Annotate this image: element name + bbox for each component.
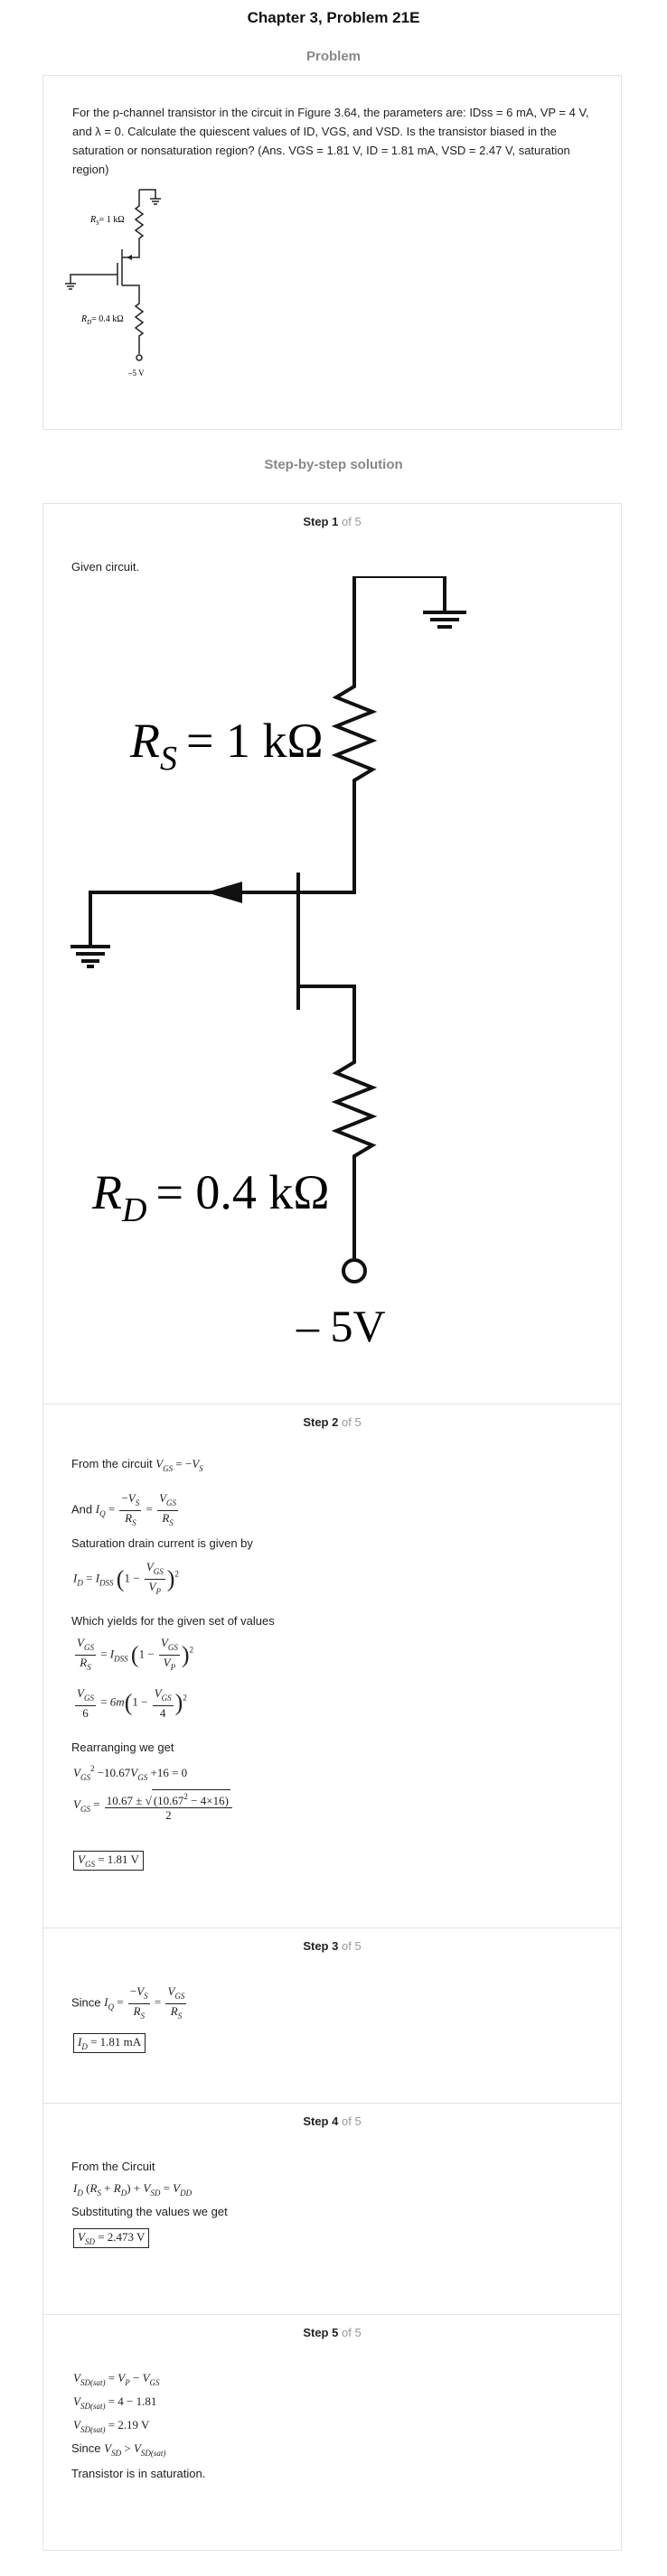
solution-heading: Step-by-step solution	[264, 457, 403, 472]
step-2-line-5: Rearranging we get	[71, 1741, 174, 1754]
step-2-title: Step 2 of 5	[303, 1415, 362, 1429]
step-5	[43, 2314, 621, 2552]
step-5-title: Step 5 of 5	[303, 2326, 362, 2339]
step-5-eq-3: $V_{SD(sat)} = 2.19$ V	[73, 2418, 150, 2434]
large-circuit-figure	[43, 576, 622, 1407]
problem-heading: Problem	[305, 49, 361, 64]
step-2-line-4: Which yields for the given set of values	[71, 1614, 275, 1628]
step-2-eq-solution: $V_{GS}$ = $\frac{10.67 \pm √ (10.67^2 - 4\times 16)}{2}$	[73, 1789, 234, 1822]
step-5-since: Since $V_{SD} > V_{SD(sat)}$	[71, 2441, 166, 2458]
step-1	[43, 504, 621, 1404]
step-2-line-3: Saturation drain current is given by	[71, 1536, 253, 1550]
step-4-line-2: Substituting the values we get	[71, 2205, 228, 2218]
step-3-title: Step 3 of 5	[303, 1939, 362, 1953]
step-2-eq-values: $\frac{V_{GS}}{R_S}$ = $I_{DSS}$ (1 − $\frac{V_{GS}}{V_P}$ )$^2$	[77, 1636, 194, 1672]
step-2-eq-numeric: $\frac{V_{GS}}{6}$ = 6m(1 − $\frac{V_{GS}}{4}$ )$^2$	[77, 1686, 187, 1720]
step-1-text: Given circuit.	[71, 560, 140, 574]
step-4	[43, 2103, 621, 2315]
step-2-eq-idss: $I_D = I_{DSS}$ (1 − $\frac{V_{GS}}{V_P}$ )$^2$	[73, 1560, 179, 1596]
solution-box	[42, 503, 622, 2551]
step-4-eq-kvl: $I_D$ $(R_S + R_D) + V_{SD} = V_{DD}$	[73, 2181, 193, 2198]
step-4-line-1: From the Circuit	[71, 2160, 155, 2173]
large-supply-label: – 5V	[296, 1301, 386, 1351]
step-2-line-1: From the circuit $V_{GS} = -V_S$	[71, 1457, 203, 1473]
step-2-eq-quadratic: $V_{GS}^2 -10.67V_{GS} +16 = 0$	[73, 1764, 188, 1782]
large-rs-label: $R_S = 1$ kΩ	[130, 714, 324, 778]
small-rd-label: $R_D= 0.4$ kΩ	[81, 314, 124, 326]
step-2-line-2: And $I_Q$ = $\frac{-V_S}{R_S}$ = $\frac{V_{GS}}{R_S}$	[71, 1491, 177, 1527]
step-3-line-1: Since $I_Q$ = $\frac{-V_S}{R_S}$ = $\frac{V_{GS}}{R_S}$	[71, 1984, 185, 2021]
step-2	[43, 1404, 621, 1928]
page-title: Chapter 3, Problem 21E	[247, 9, 420, 26]
step-1-title: Step 1 of 5	[303, 515, 362, 528]
problem-text: For the p-channel transistor in the circuit in Figure 3.64, the parameters are: IDss = 6 mA, VP = 4 V, and λ = 0. Calculate the quiescent values of ID, VGS, and VSD. Is the transistor biased in the saturation or nonsaturation region? (Ans. VGS = 1.81 V, ID = 1.81 mA, VSD = 2.47 V, saturation region)	[72, 106, 589, 176]
small-supply-label: –5 V	[128, 369, 145, 378]
step-3	[43, 1927, 621, 2104]
step-5-conclusion: Transistor is in saturation.	[71, 2467, 206, 2480]
large-rd-label: $R_D = 0.4$ kΩ	[92, 1165, 330, 1229]
small-circuit-figure	[43, 186, 224, 403]
step-5-eq-1: $V_{SD(sat)} = V_P - V_{GS}$	[73, 2371, 160, 2387]
problem-box	[42, 75, 622, 430]
step-2-answer: $V_{GS} = 1.81$ V	[73, 1851, 144, 1871]
small-rs-label: $R_S= 1$ kΩ	[90, 215, 125, 227]
step-3-answer: $I_D = 1.81$ mA	[73, 2033, 146, 2053]
step-4-title: Step 4 of 5	[303, 2114, 362, 2128]
step-5-eq-2: $V_{SD(sat)} = 4 - 1.81$	[73, 2394, 157, 2411]
step-4-answer: $V_{SD} = 2.473$ V	[73, 2228, 149, 2248]
